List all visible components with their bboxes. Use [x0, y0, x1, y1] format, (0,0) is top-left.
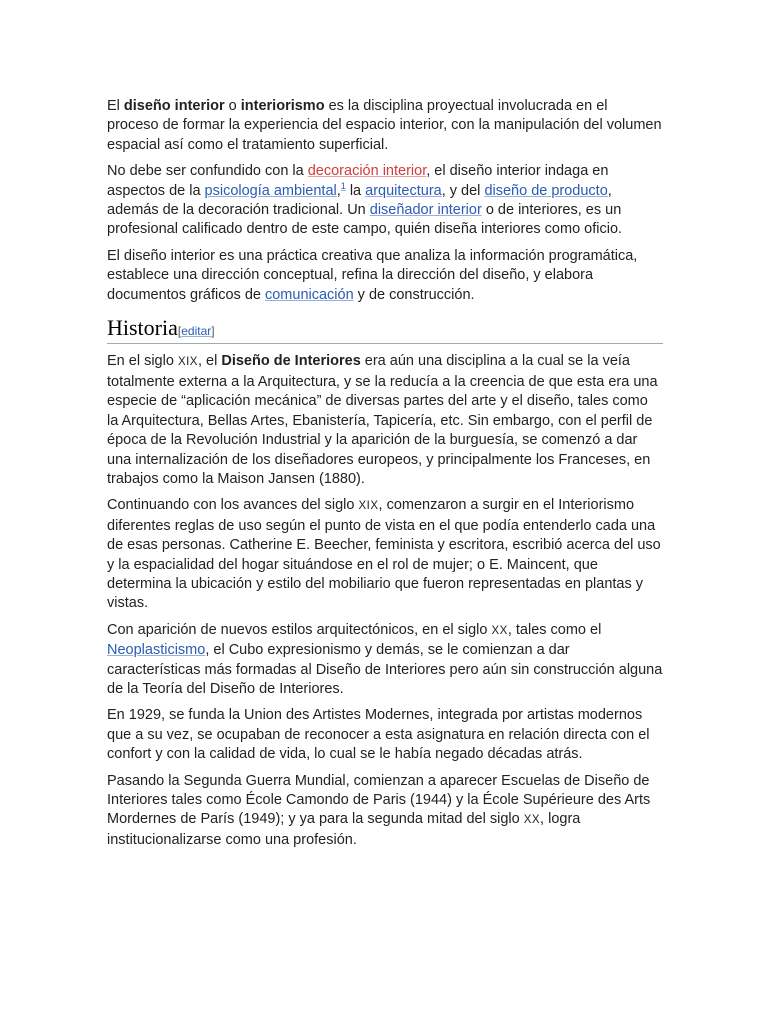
text: El diseño interior es una práctica creativa que analiza la información programática, establece una dirección conceptual, refina la dirección del diseño, y elabora documentos gráficos de [107, 247, 638, 303]
text: era aún una disciplina a la cual se la veía totalmente externa a la Arquitectura, y se la reducía a la creencia de que esta era una especie de “aplicación mecánica” de diversas partes del arte y el diseño, tales como la Arquitectura, Bellas Artes, Ebanistería, Tapicería, etc. Sin embargo, con el perfil de época de la Revolución Industrial y la aparición de la burguesía, se comenzó a dar una internalización de los diseñadores europeos, y principalmente los Franceses, en trabajos como la Maison Jansen (1880). [107, 353, 658, 487]
intro-paragraph-2 [107, 162, 663, 240]
intro-paragraph-3 [107, 247, 663, 305]
century-numeral: XX [523, 814, 541, 827]
link-disenador-interior[interactable]: diseñador interior [369, 202, 482, 219]
bracket-open: [ [177, 324, 182, 339]
text: la [345, 182, 366, 199]
historia-paragraph-2 [107, 496, 663, 613]
historia-paragraph-5 [107, 772, 663, 851]
text: , y del [441, 182, 485, 199]
article-body [107, 97, 663, 857]
century-numeral: XIX [358, 500, 379, 513]
link-neoplasticismo[interactable]: Neoplasticismo [107, 642, 206, 659]
historia-paragraph-3 [107, 621, 663, 700]
bracket-close: ] [211, 324, 215, 339]
bold-term-diseno-interior: diseño interior [123, 98, 225, 114]
link-arquitectura[interactable]: arquitectura [365, 182, 442, 199]
text: Con aparición de nuevos estilos arquitectónicos, en el siglo [107, 621, 492, 638]
historia-paragraph-1 [107, 352, 663, 489]
text: o de interiores, es un profesional calificado dentro de este campo, quién diseña interiores como oficio. [107, 202, 623, 238]
century-numeral: XX [491, 624, 508, 637]
text: , [336, 182, 341, 199]
text: o [224, 98, 241, 114]
text: Continuando con los avances del siglo [107, 497, 359, 514]
intro-paragraph-1 [107, 97, 663, 155]
text: y de construcción. [353, 286, 475, 303]
reference-link-1[interactable]: 1 [340, 180, 346, 191]
text: No debe ser confundido con la [107, 163, 308, 180]
text: es la disciplina proyectual involucrada en el proceso de formar la experiencia del espacio interior, con la manipulación del volumen espacial así como el tratamiento superficial. [107, 98, 662, 153]
bold-term-diseno-de-interiores: Diseño de Interiores [221, 353, 361, 370]
text: , tales como el [507, 621, 602, 638]
edit-link[interactable]: editar [181, 324, 212, 339]
text: El [107, 98, 124, 114]
link-comunicacion[interactable]: comunicación [264, 286, 354, 303]
text: , el Cubo expresionismo y demás, se le comienzan a dar características más formadas al Diseño de Interiores pero aún sin construcción alguna de la Teoría del Diseño de Interiores. [107, 642, 663, 697]
link-psicologia-ambiental[interactable]: psicología ambiental [204, 182, 337, 199]
century-numeral: XIX [177, 356, 198, 369]
text: , comenzaron a surgir en el Interiorismo diferentes reglas de uso según el punto de vista en el que podía entenderlo cada una de esas personas. Catherine E. Beecher, feminista y escritora, escribió acerca del uso y la espacialidad del hogar situándose en el rol de mujer; o E. Maincent, que determina la ubicación y estilo del mobiliario que fueron representadas en plantas y vistas. [107, 497, 661, 612]
section-title: Historia [107, 315, 178, 341]
text: En 1929, se funda la Union des Artistes Modernes, integrada por artistas modernos que a su vez, se ocupaban de reconocer a esta asignatura en relación directa con el confort y con la calidad de vida, lo cual se le había negado décadas atrás. [107, 707, 650, 763]
text: , logra institucionalizarse como una profesión. [107, 811, 581, 848]
historia-paragraph-4 [107, 706, 663, 764]
text: , el [197, 353, 222, 370]
text: , además de la decoración tradicional. Un [107, 182, 612, 219]
link-diseno-de-producto[interactable]: diseño de producto [484, 182, 608, 199]
edit-section-link [178, 324, 215, 338]
text: , el diseño interior indaga en aspectos de la [107, 163, 609, 199]
section-heading-historia [107, 315, 663, 344]
bold-term-interiorismo: interiorismo [240, 98, 325, 114]
link-decoracion-interior[interactable]: decoración interior [307, 163, 427, 180]
text: En el siglo [107, 353, 178, 370]
text: Pasando la Segunda Guerra Mundial, comienzan a aparecer Escuelas de Diseño de Interiores tales como École Camondo de Paris (1944) y la École Supérieure des Arts Mordernes de París (1949); y ya para la segunda mitad del siglo [107, 772, 651, 828]
